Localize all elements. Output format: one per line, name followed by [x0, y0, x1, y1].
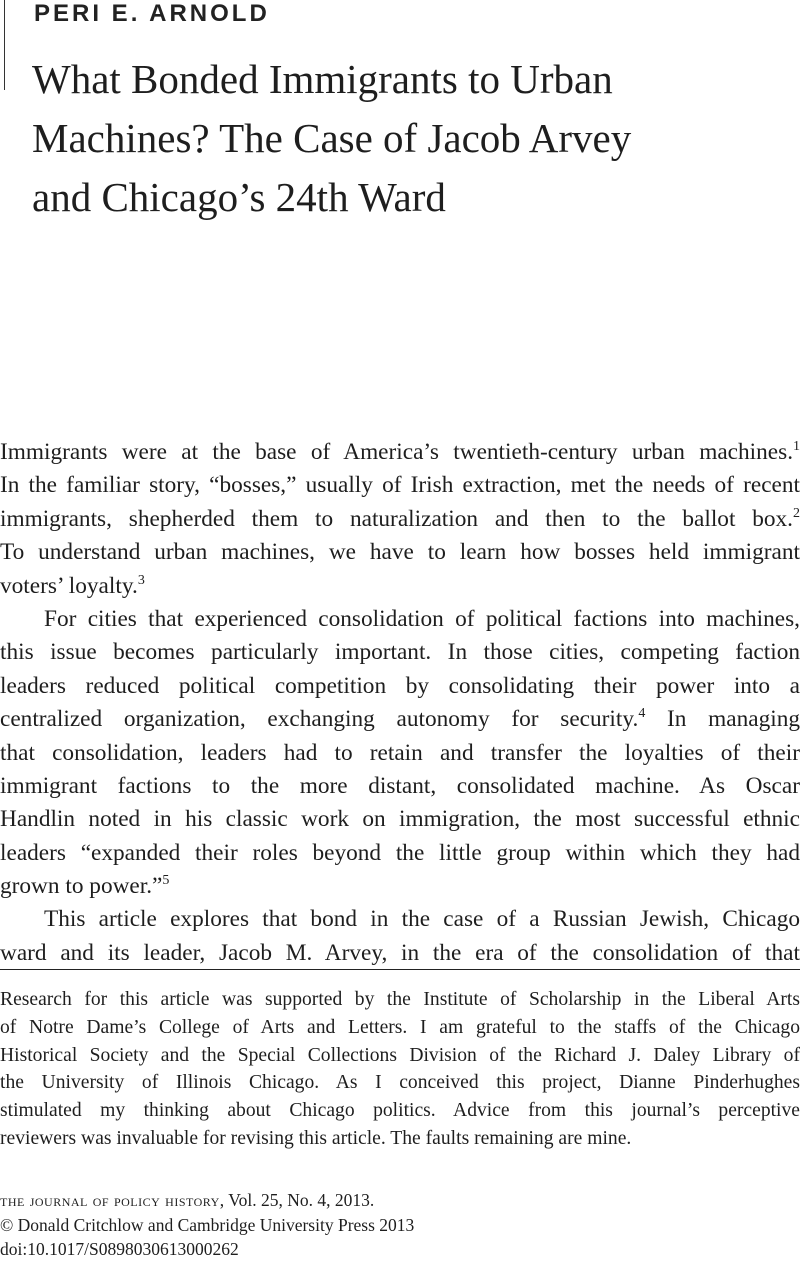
copyright-line: © Donald Critchlow and Cambridge University Press 2013 [0, 1214, 415, 1235]
footnote-line: the University of Illinois Chicago. As I conceived this project, Dianne Pinderhughes [0, 1072, 800, 1094]
body-line: Immigrants were at the base of America’s twentieth-century urban machines.$^1$ [0, 439, 800, 465]
body-line: centralized organization, exchanging autonomy for security.$^4$ In managing [0, 706, 800, 733]
body-line: this issue becomes particularly important. In those cities, competing faction [0, 639, 800, 666]
body-text [0, 436, 800, 970]
body-line: This article explores that bond in the case of a Russian Jewish, Chicago [44, 906, 800, 933]
footnote-line: Historical Society and the Special Collections Division of the Richard J. Daley Library of [0, 1044, 800, 1066]
footnote-separator [0, 969, 800, 970]
footnote-ref[interactable]: 3 [137, 572, 145, 588]
margin-rule [4, 0, 5, 90]
citation-block [0, 1188, 414, 1262]
author-name: PERI E. ARNOLD [34, 0, 270, 27]
body-line: Handlin noted in his classic work on immigration, the most successful ethnic [0, 806, 800, 833]
body-line: To understand urban machines, we have to learn how bosses held immigrant [0, 539, 800, 566]
footnote-ref[interactable]: 5 [162, 873, 170, 889]
footnote-line: reviewers was invaluable for revising this article. The faults remaining are mine. [0, 1127, 632, 1149]
title-line: What Bonded Immigrants to Urban [32, 56, 613, 102]
footnote-line: stimulated my thinking about Chicago politics. Advice from this journal’s perceptive [0, 1100, 800, 1122]
title-line: and Chicago’s 24th Ward [32, 174, 446, 220]
body-line: For cities that experienced consolidation of political factions into machines, [44, 605, 800, 632]
article-title [32, 50, 772, 227]
journal-name: the journal of policy history [0, 1190, 220, 1210]
acknowledgement-footnote [0, 986, 800, 1153]
title-line: Machines? The Case of Jacob Arvey [32, 115, 632, 161]
body-line: In the familiar story, “bosses,” usually of Irish extraction, met the needs of recent [0, 472, 800, 499]
volume-issue: , Vol. 25, No. 4, 2013. [219, 1190, 375, 1210]
body-line: voters’ loyalty.$^3$ [0, 572, 145, 599]
footnote-ref[interactable]: 1 [793, 439, 800, 455]
body-line: grown to power.”$^5$ [0, 873, 170, 900]
journal-line [0, 1188, 414, 1213]
body-line: immigrants, shepherded them to naturalization and then to the ballot box.$^2$ [0, 505, 800, 532]
footnote-line: Research for this article was supported by the Institute of Scholarship in the Liberal Arts [0, 989, 800, 1010]
body-line: leaders reduced political competition by consolidating their power into a [0, 672, 800, 699]
doi-link[interactable]: doi:10.1017/S0898030613000262 [0, 1239, 239, 1259]
footnote-ref[interactable]: 4 [638, 706, 646, 722]
body-line: that consolidation, leaders had to retain and transfer the loyalties of their [0, 739, 800, 766]
body-line: leaders “expanded their roles beyond the little group within which they had [0, 839, 800, 866]
body-line: ward and its leader, Jacob M. Arvey, in the era of the consolidation of that [0, 939, 800, 966]
footnote-line: of Notre Dame’s College of Arts and Letters. I am grateful to the staffs of the Chicago [0, 1016, 800, 1038]
body-line: immigrant factions to the more distant, consolidated machine. As Oscar [0, 772, 800, 799]
footnote-ref[interactable]: 2 [793, 506, 800, 522]
